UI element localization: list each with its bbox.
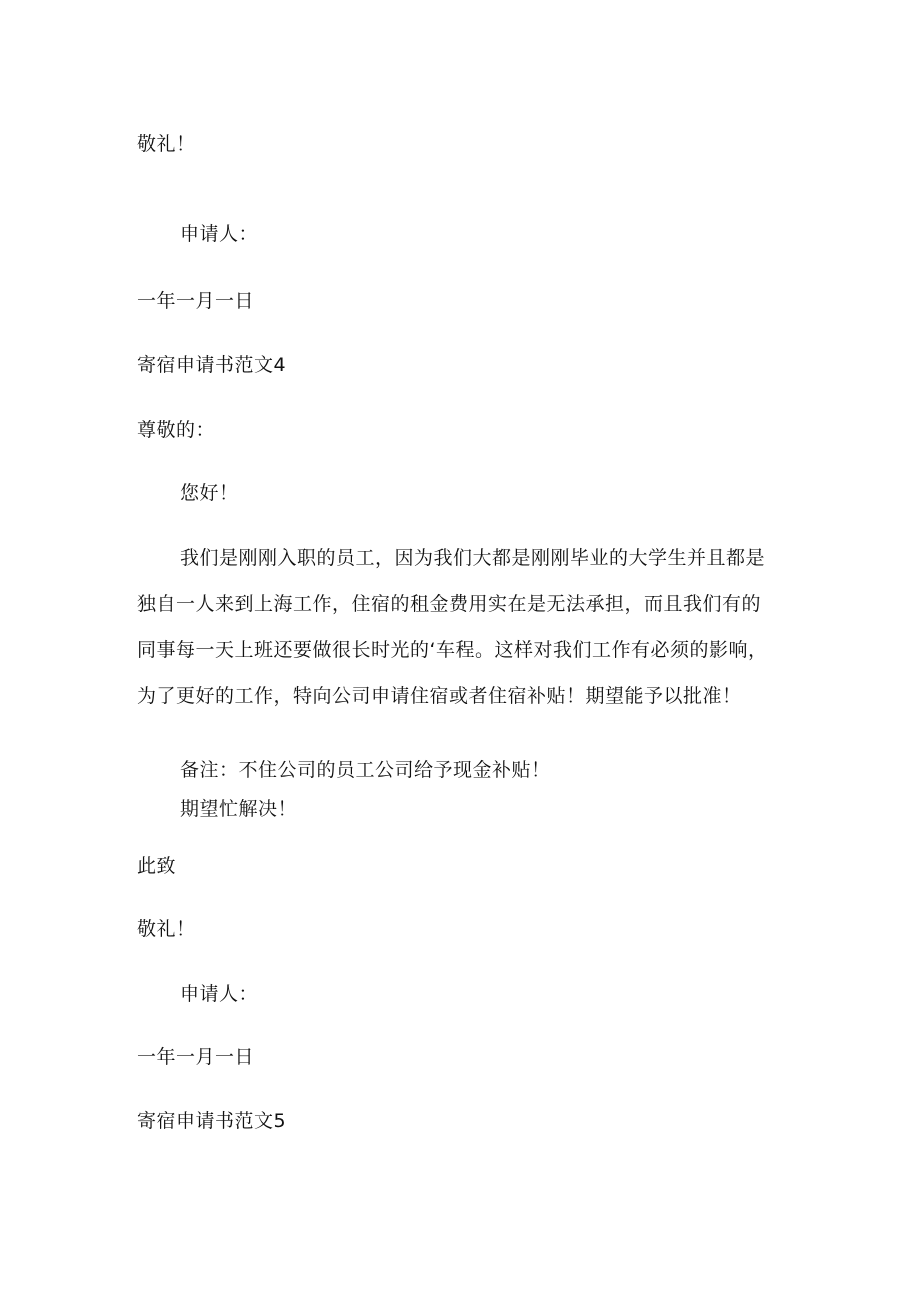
closing-line-2: 敬礼！ xyxy=(137,918,196,940)
applicant-line-2: 申请人： xyxy=(180,983,259,1005)
section-heading: 寄宿申请书范文4 xyxy=(137,354,287,376)
hope-line: 期望忙解决！ xyxy=(180,798,298,820)
greeting-line: 您好！ xyxy=(180,482,239,504)
zhizhi-line: 此致 xyxy=(137,855,177,877)
body-paragraph: 我们是刚刚入职的员工，因为我们大都是刚刚毕业的大学生并且都是独自一人来到上海工作，住宿的租金费用实在是无法承担，而且我们有的同事每一天上班还要做很长时光的‘车程。这样对我们工作有必须的影响，为了更好的工作，特向公司申请住宿或者住宿补贴！期望能予以批准！ xyxy=(137,547,768,707)
note-line: 备注：不住公司的员工公司给予现金补贴！ xyxy=(180,759,551,781)
section-heading-2: 寄宿申请书范文5 xyxy=(137,1110,287,1132)
date-line-2: 一年一月一日 xyxy=(137,1046,255,1068)
date-line: 一年一月一日 xyxy=(137,290,255,312)
applicant-line: 申请人： xyxy=(180,223,259,245)
closing-line: 敬礼！ xyxy=(137,133,196,155)
salutation-line: 尊敬的： xyxy=(137,419,216,441)
